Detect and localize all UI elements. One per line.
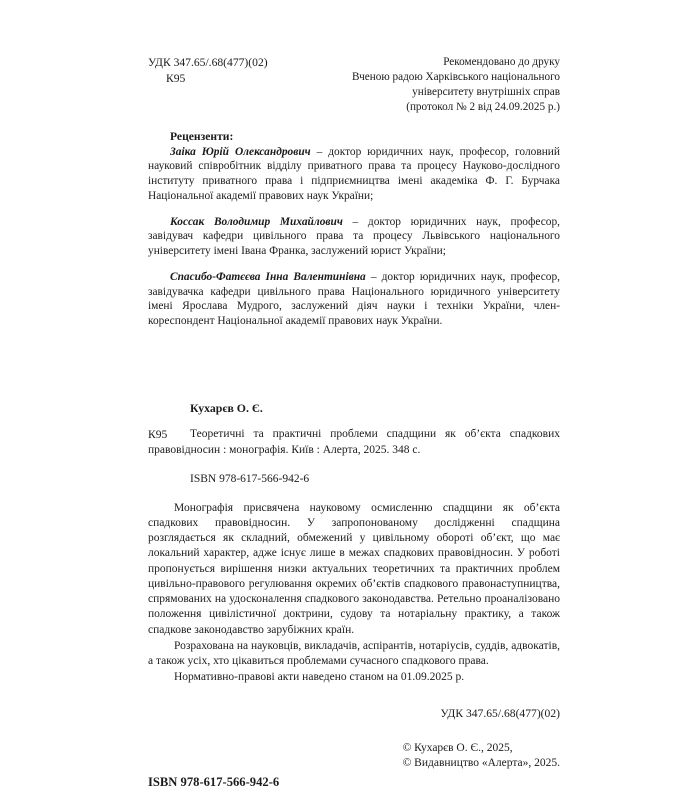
reviewer-name: Заіка Юрій Олександрович (170, 145, 311, 158)
reviewer-name: Спасибо-Фатєєва Інна Валентинівна (170, 271, 366, 283)
udk-code: УДК 347.65/.68(477)(02) (148, 56, 268, 69)
reviewer-description: – доктор юридичних наук, професор, завідувач кафедри цивільного права та процесу Львівського національного університету імені Івана Франка, заслужений юрист України; (148, 215, 561, 257)
copyright-line-publisher: © Видавництво «Алерта», 2025. (402, 757, 560, 770)
reviewer-description: – доктор юридичних наук, професор, завідувачка кафедри цивільного права Національного юридичного університету імені Ярослава Мудрого, заслужений діяч науки і техніки України, член-кореспондент Національної академії правових наук України. (148, 271, 560, 327)
catalog-title: Теоретичні та практичні проблеми спадщини як об’єкта спадкових правовідносин : монографія. Київ : Алерта, 2025. 348 с. (148, 428, 560, 456)
reviewers-section (148, 129, 560, 329)
imprint-header (148, 0, 560, 115)
annotation-section (148, 501, 560, 686)
udk-block (148, 55, 268, 86)
reviewer-name: Коссак Володимир Михайлович (170, 215, 343, 228)
reviewer-entry (148, 145, 560, 204)
annotation-paragraph: Монографія присвячена науковому осмисленню спадщини як об’єкта спадкових правовідносин. У запропонованому дослідженні спадщина розглядається як складний, обмежений у цивільному обороті об’єкт, що має локальний характер, адже існує лише в межах спадкових правовідносин. У роботі пропонується вирішення низки актуальних теоретичних та практичних проблем цивільно-правового регулювання окремих об’єктів спадкового правонаступництва, спрямованих на удосконалення спадкового законодавства. Ретельно проаналізовано положення цивілістичної доктрини, судову та нотаріальну практику, а також спадкове законодавство зарубіжних країн. (148, 501, 560, 636)
isbn-inner: ISBN 978-617-566-942-6 (190, 472, 310, 485)
colophon (148, 741, 560, 789)
reviewer-description: – доктор юридичних наук, професор, головний науковий співробітник відділу приватного права та процесу Науково-дослідного інституту приватного права і підприємництва імені академіка Ф. Г. Бурчака Національної академії правових наук України; (148, 145, 561, 202)
approval-line-4: (протокол № 2 від 24.09.2025 р.) (406, 100, 560, 113)
annotation-paragraph: Розрахована на науковців, викладачів, аспірантів, нотаріусів, суддів, адвокатів, а також усіх, хто цікавиться проблемами сучасного спадкового права. (148, 639, 560, 668)
udk-bottom: УДК 347.65/.68(477)(02) (440, 706, 560, 720)
approval-line-3: університету внутрішніх справ (412, 85, 560, 98)
copyright-line-author: © Кухарєв О. Є., 2025, (402, 741, 513, 754)
reviewer-entry (148, 270, 560, 329)
copyright-block (403, 741, 560, 773)
catalog-signature: К95 (148, 428, 168, 442)
approval-block (352, 55, 560, 115)
page-content (148, 0, 561, 789)
approval-line-2: Вченою радою Харківського національного (352, 70, 560, 83)
reviewers-heading: Рецензенти: (170, 129, 234, 143)
class-code: К95 (166, 71, 186, 85)
catalog-entry (148, 401, 560, 487)
annotation-paragraph: Нормативно-правові акти наведено станом на 01.09.2025 р. (174, 671, 465, 684)
reviewer-entry (148, 215, 560, 259)
catalog-title-wrap (148, 427, 560, 457)
approval-line-1: Рекомендовано до друку (443, 56, 560, 68)
catalog-author: Кухарєв О. Є. (190, 400, 263, 415)
isbn-bottom: ISBN 978-617-566-942-6 (148, 774, 280, 789)
